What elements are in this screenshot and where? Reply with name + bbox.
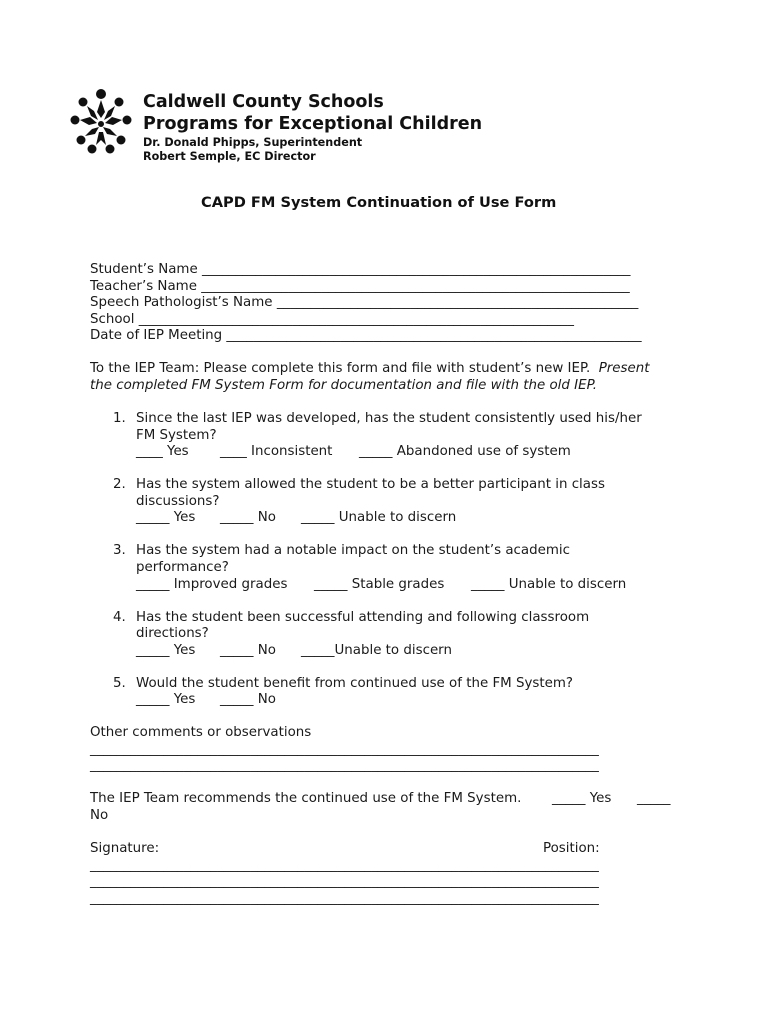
field-blank[interactable]: ______________________________________________________________	[226, 328, 642, 343]
field-label: Student’s Name	[90, 262, 198, 277]
field-school[interactable]	[90, 312, 574, 329]
field-blank[interactable]: ________________________________________________________________	[201, 262, 631, 277]
org-name: Caldwell County Schools	[143, 92, 384, 112]
recommendation-text: The IEP Team recommends the continued use of the FM System.	[90, 791, 522, 806]
signature-line-1[interactable]: ____________________________________________________________________________	[90, 858, 599, 873]
position-label: Position:	[543, 841, 600, 856]
q2-option-yes[interactable]: _____ Yes	[136, 510, 196, 525]
question-1-text-cont: FM System?	[136, 428, 217, 443]
field-blank[interactable]: _________________________________________________________________	[138, 312, 574, 327]
question-3-text-cont: performance?	[136, 560, 229, 575]
recommend-no-blank[interactable]: _____	[637, 791, 671, 806]
question-4-text: Has the student been successful attending and following classroom	[136, 610, 590, 625]
question-2-number: 2.	[113, 477, 126, 492]
caldwell-county-schools-logo	[68, 88, 134, 156]
q1-option-inconsistent[interactable]: ____ Inconsistent	[220, 444, 333, 459]
recommend-no-label: No	[90, 808, 109, 823]
question-1-number: 1.	[113, 411, 126, 426]
field-label: School	[90, 312, 135, 327]
field-student-name[interactable]	[90, 262, 630, 279]
q4-option-unable[interactable]: _____Unable to discern	[301, 643, 452, 658]
form-title: CAPD FM System Continuation of Use Form	[201, 194, 557, 211]
comments-line-1[interactable]: ____________________________________________________________________________	[90, 742, 599, 757]
field-label: Speech Pathologist’s Name	[90, 295, 273, 310]
signature-label: Signature:	[90, 841, 160, 856]
question-4-text-cont: directions?	[136, 626, 209, 641]
ec-director-line: Robert Semple, EC Director	[143, 150, 316, 163]
question-4-number: 4.	[113, 610, 126, 625]
field-teacher-name[interactable]	[90, 279, 630, 296]
q1-option-yes[interactable]: ____ Yes	[136, 444, 189, 459]
question-5-text: Would the student benefit from continued use of the FM System?	[136, 676, 573, 691]
field-blank[interactable]: ______________________________________________________	[276, 295, 639, 310]
comments-label: Other comments or observations	[90, 725, 312, 740]
q1-option-abandoned[interactable]: _____ Abandoned use of system	[359, 444, 571, 459]
recommend-yes[interactable]: _____ Yes	[552, 791, 612, 806]
question-2-text: Has the system allowed the student to be a better participant in class	[136, 477, 605, 492]
signature-line-3[interactable]: ____________________________________________________________________________	[90, 891, 599, 906]
q3-option-unable[interactable]: _____ Unable to discern	[471, 577, 627, 592]
q5-option-no[interactable]: _____ No	[220, 692, 276, 707]
comments-line-2[interactable]: ____________________________________________________________________________	[90, 758, 599, 773]
field-iep-date[interactable]	[90, 328, 642, 345]
superintendent-line: Dr. Donald Phipps, Superintendent	[143, 136, 363, 149]
question-2-text-cont: discussions?	[136, 494, 220, 509]
q3-option-stable[interactable]: _____ Stable grades	[314, 577, 445, 592]
q2-option-no[interactable]: _____ No	[220, 510, 276, 525]
q2-option-unable[interactable]: _____ Unable to discern	[301, 510, 457, 525]
field-speech-pathologist[interactable]	[90, 295, 638, 312]
signature-line-2[interactable]: ____________________________________________________________________________	[90, 874, 599, 889]
question-3-text: Has the system had a notable impact on the student’s academic	[136, 543, 570, 558]
question-3-number: 3.	[113, 543, 126, 558]
field-label: Teacher’s Name	[90, 279, 197, 294]
q5-option-yes[interactable]: _____ Yes	[136, 692, 196, 707]
q3-option-improved[interactable]: _____ Improved grades	[136, 577, 288, 592]
question-1-text: Since the last IEP was developed, has the student consistently used his/her	[136, 411, 642, 426]
question-5-number: 5.	[113, 676, 126, 691]
q4-option-no[interactable]: _____ No	[220, 643, 276, 658]
q4-option-yes[interactable]: _____ Yes	[136, 643, 196, 658]
program-name: Programs for Exceptional Children	[143, 114, 483, 134]
intro-line-1: To the IEP Team: Please complete this form and file with student’s new IEP. Present	[90, 361, 650, 376]
field-blank[interactable]: ________________________________________________________________	[201, 279, 630, 294]
intro-line-2: the completed FM System Form for documentation and file with the old IEP.	[90, 378, 598, 393]
field-label: Date of IEP Meeting	[90, 328, 223, 343]
